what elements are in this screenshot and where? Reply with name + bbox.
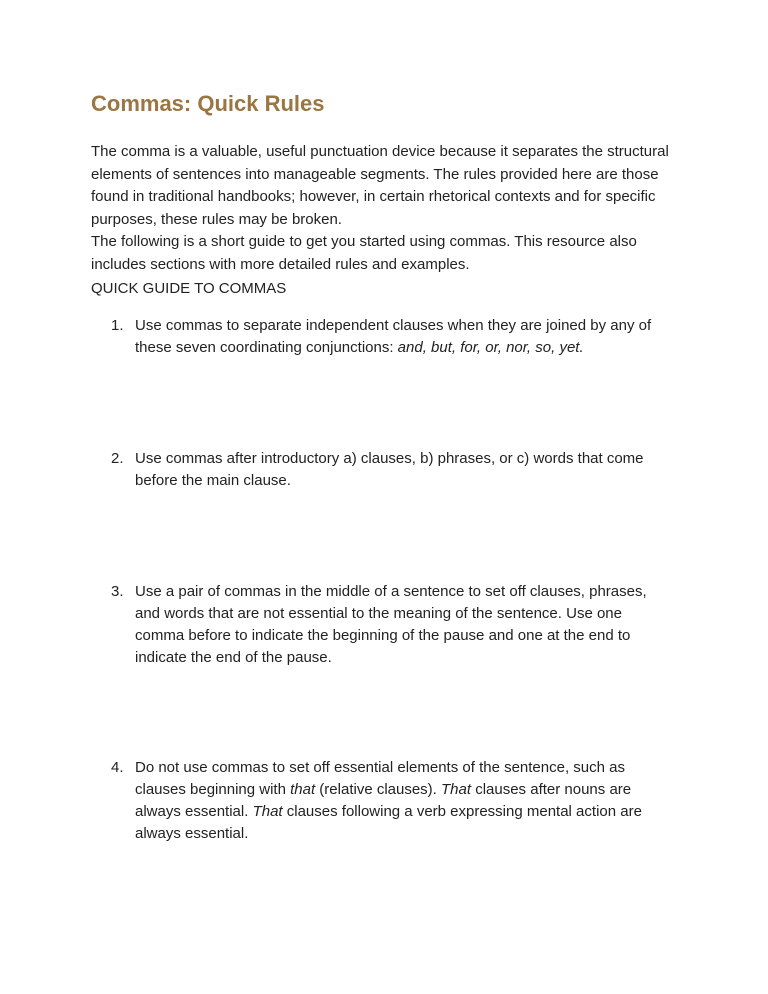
rule-number: 2. (111, 450, 124, 467)
emphasis-word: That (252, 803, 283, 820)
rule-text: Use a pair of commas in the middle of a sentence to set off clauses, phrases, and words that are not essential to the meaning of the sentence. Use one comma before to indicate the beginning of the pause and one at the end to indicate the end of the pause. (135, 583, 647, 666)
rule-text-part: Do not use commas to set off essential elements of the sentence, such as clauses beginning with (135, 759, 625, 798)
rule-text-part: Use commas to separate independent clauses when they are joined by any of these seven coordinating conjunctions: (135, 317, 652, 356)
rule-number: 4. (111, 759, 124, 776)
rule-number: 1. (111, 317, 124, 334)
rule-text-part: (relative clauses). (315, 781, 442, 798)
rule-text-part: clauses after nouns are always essential. (135, 781, 632, 820)
intro-paragraph-1: The comma is a valuable, useful punctuation device because it separates the structural elements of sentences into manageable segments. The rules provided here are those found in traditional handbooks; however, in certain rhetorical contexts and for specific purposes, these rules may be broken. (91, 143, 669, 228)
emphasis-word: That (441, 781, 472, 798)
page-title: Commas: Quick Rules (91, 91, 325, 116)
guide-heading: QUICK GUIDE TO COMMAS (91, 280, 287, 297)
rule-text (135, 757, 671, 845)
conjunction-list: and, but, for, or, nor, so, yet. (397, 339, 584, 356)
rule-text-part: clauses following a verb expressing mental action are always essential. (135, 803, 642, 842)
rule-item-1 (111, 315, 671, 359)
rule-item-4 (111, 757, 671, 845)
intro-section (91, 141, 691, 276)
rule-number: 3. (111, 583, 124, 600)
rule-text: Use commas after introductory a) clauses, b) phrases, or c) words that come before the main clause. (135, 450, 644, 489)
rule-item-3 (111, 581, 671, 669)
rule-item-2 (111, 448, 671, 492)
rule-text (135, 315, 671, 359)
intro-paragraph-2: The following is a short guide to get you started using commas. This resource also includes sections with more detailed rules and examples. (91, 233, 637, 273)
emphasis-word: that (290, 781, 316, 798)
